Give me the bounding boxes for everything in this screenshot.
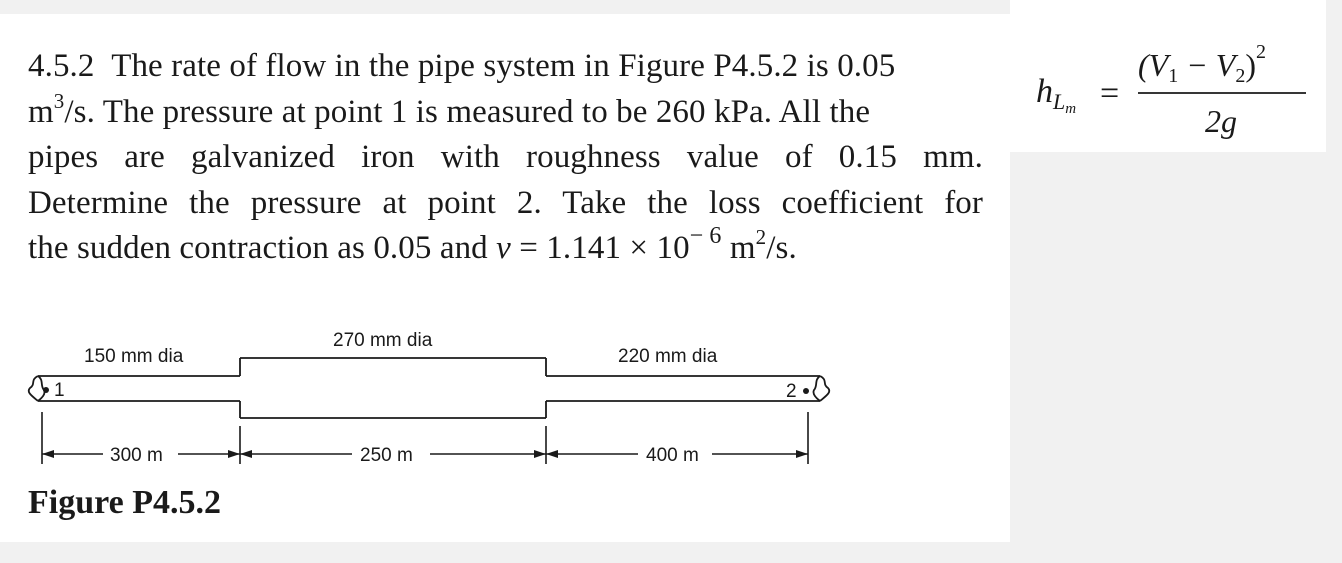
problem-line-2: $m^3/s$. The pressure at point 1 is measured to be 260 kPa. All the (28, 88, 871, 130)
problem-line-3: pipes are galvanized iron with roughness value of 0.15 mm. (28, 139, 983, 175)
problem-line-5: the sudden contraction as 0.05 and $v = 1.141 \times 10^{- 6}$ $m^2/s$. (28, 223, 797, 266)
problem-line-4: Determine the pressure at point 2. Take the loss coefficient for (28, 184, 983, 221)
pipe-1-diameter-label: 150 mm dia (84, 346, 184, 367)
problem-number: 4.5.2 (28, 48, 95, 84)
figure-caption: Figure P4.5.2 (28, 484, 221, 521)
formula-denominator: 2g (1205, 103, 1237, 139)
formula-lhs: $h_Lm$ (1036, 73, 1077, 117)
length-3-label: 400 m (646, 445, 699, 466)
formula-numerator: $(V1 - V2)^2$ (1138, 41, 1266, 87)
point-1-marker (43, 387, 49, 393)
pipe-system-diagram (0, 314, 1010, 484)
pipe-2 (240, 358, 546, 418)
point-2-marker (803, 388, 809, 394)
problem-card (0, 14, 1010, 542)
problem-line-1: 4.5.2 The rate of flow in the pipe system in Figure P4.5.2 is 0.05 (28, 48, 896, 84)
problem-statement (28, 44, 983, 272)
length-2-label: 250 m (360, 445, 413, 466)
point-2-label: 2 (786, 381, 797, 402)
pipe-2-diameter-label: 270 mm dia (333, 330, 433, 351)
formula-equals: = (1100, 75, 1120, 112)
pipe-3-diameter-label: 220 mm dia (618, 346, 718, 367)
length-1-label: 300 m (110, 445, 163, 466)
point-1-label: 1 (54, 380, 65, 401)
formula-panel (1010, 0, 1326, 152)
minor-loss-formula (1010, 0, 1326, 152)
